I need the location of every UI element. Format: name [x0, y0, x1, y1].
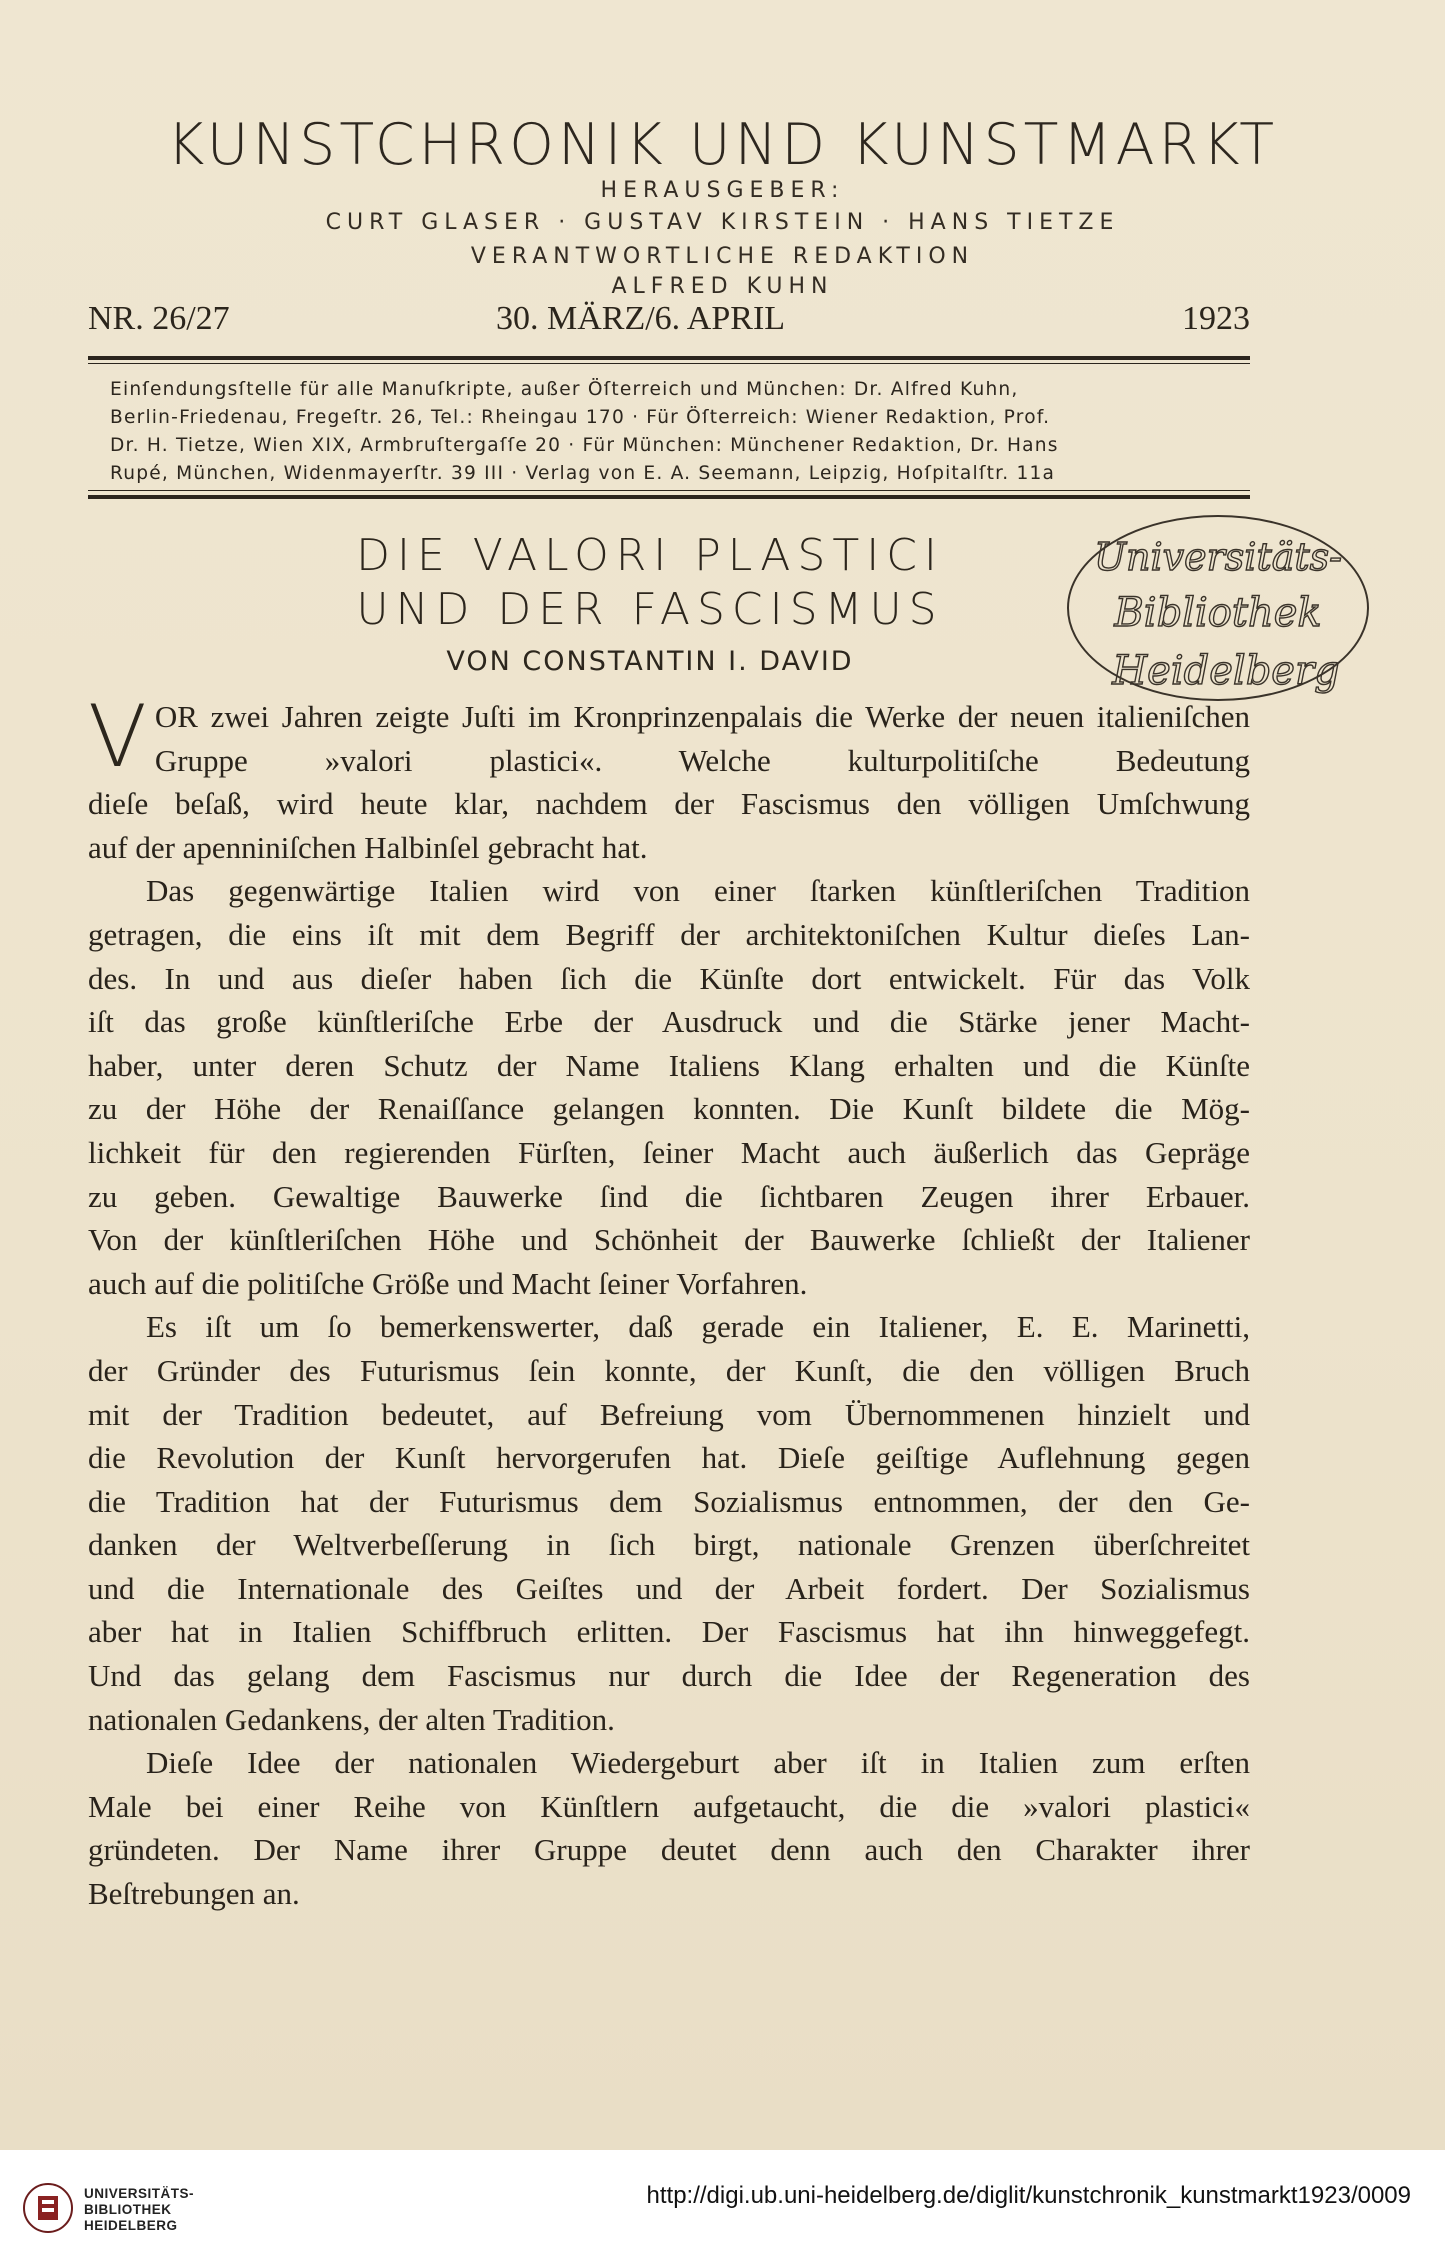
paragraph-line: danken der Weltverbeſſerung in ſich birgt, nationale Grenzen überſchreitet	[88, 1527, 1250, 1563]
address-line: Einſendungsſtelle für alle Manuſkripte, außer Öſterreich und München: Dr. Alfred Kuhn,	[110, 379, 1019, 400]
address-block	[110, 376, 1236, 488]
issue-number: NR. 26/27	[88, 300, 230, 337]
university-seal-icon[interactable]	[22, 2182, 74, 2234]
address-rule-thick	[88, 495, 1250, 499]
header-rule-thick	[88, 356, 1250, 360]
header-rule-thin	[88, 363, 1250, 364]
paragraph-line: zu der Höhe der Renaiſſance gelangen konnten. Die Kunſt bildete die Mög-	[88, 1091, 1250, 1127]
paragraph-line: iſt das große künſtleriſche Erbe der Ausdruck und die Stärke jener Macht-	[88, 1004, 1250, 1040]
paragraph: dieſe beſaß, wird heute klar, nachdem der Fascismus den völligen Umſchwung	[88, 786, 1250, 822]
address-line: Dr. H. Tietze, Wien XIX, Armbruſtergaſſe 20 · Für München: Münchener Redaktion, Dr. Hans	[110, 435, 1059, 456]
article-title-line2: UND DER FASCISMUS	[356, 584, 944, 635]
paragraph-line: gründeten. Der Name ihrer Gruppe deutet denn auch den Charakter ihrer	[88, 1832, 1250, 1868]
paragraph-line: Beſtrebungen an.	[88, 1876, 300, 1912]
address-line: Berlin-Friedenau, Fregeſtr. 26, Tel.: Rheingau 170 · Für Öſterreich: Wiener Redaktion, Prof.	[110, 407, 1051, 428]
paragraph-line: des. In und aus dieſer haben ſich die Künſte dort entwickelt. Für das Volk	[88, 960, 1250, 996]
issue-year: 1923	[1182, 300, 1250, 337]
paragraph-line: und die Internationale des Geiſtes und der Arbeit fordert. Der Sozialismus	[88, 1570, 1250, 1606]
paragraph-line: haber, unter deren Schutz der Name Italiens Klang erhalten und die Künſte	[88, 1047, 1250, 1083]
article-body	[88, 687, 1251, 1916]
paragraph-line: Dieſe Idee der nationalen Wiedergeburt aber iſt in Italien zum erſten	[146, 1745, 1250, 1781]
address-line: Rupé, München, Widenmayerſtr. 39 III · Verlag von E. A. Seemann, Leipzig, Hoſpitalſtr. 11a	[110, 463, 1056, 484]
library-stamp	[1058, 508, 1378, 718]
editor-label: VERANTWORTLICHE REDAKTION	[470, 244, 975, 269]
paragraph: auf der apenniniſchen Halbinſel gebracht hat.	[88, 829, 648, 865]
paragraph-line: die Revolution der Kunſt hervorgerufen hat. Dieſe geiſtige Auflehnung gegen	[88, 1440, 1250, 1476]
editor-name: ALFRED KUHN	[611, 274, 834, 299]
publisher-label: HERAUSGEBER:	[600, 178, 845, 203]
address-rule-thin	[88, 490, 1250, 491]
paragraph-line: Von der künſtleriſchen Höhe und Schönheit der Bauwerke ſchließt der Italiener	[88, 1222, 1250, 1258]
issue-row	[88, 300, 1250, 348]
paragraph-line: zu geben. Gewaltige Bauwerke ſind die ſichtbaren Zeugen ihrer Erbauer.	[88, 1178, 1250, 1214]
paragraph-line: mit der Tradition bedeutet, auf Befreiung vom Übernommenen hinzielt und	[88, 1396, 1250, 1432]
article-author: VON CONSTANTIN I. DAVID	[446, 646, 854, 677]
journal-title: KUNSTCHRONIK UND KUNSTMARKT	[166, 112, 1279, 178]
paragraph-line: aber hat in Italien Schiffbruch erlitten. Der Fascismus hat ihn hinweggefegt.	[88, 1614, 1250, 1650]
stamp-line3: Heidelberg	[1112, 648, 1340, 694]
paragraph-line: lichkeit für den regierenden Fürſten, ſeiner Macht auch äußerlich das Gepräge	[88, 1134, 1250, 1170]
stamp-line1: Universitäts-	[1094, 535, 1342, 579]
paragraph-line: Male bei einer Reihe von Künſtlern aufgetaucht, die die »valori plastici«	[88, 1788, 1250, 1824]
paragraph-line: Es iſt um ſo bemerkenswerter, daß gerade ein Italiener, E. E. Marinetti,	[146, 1309, 1250, 1345]
stamp-line2: Bibliothek	[1114, 590, 1322, 636]
paragraph-line: auch auf die politiſche Größe und Macht ſeiner Vorfahren.	[88, 1265, 808, 1301]
publishers: CURT GLASER · GUSTAV KIRSTEIN · HANS TIETZE	[325, 210, 1120, 235]
paragraph: OR zwei Jahren zeigte Juſti im Kronprinzenpalais die Werke der neuen italieniſchen Gruppe »valori plastici«. Welche kulturpolitiſche Bedeutung	[154, 699, 1251, 778]
paragraph-line: Und das gelang dem Fascismus nur durch die Idee der Regeneration des	[88, 1658, 1250, 1694]
paragraph-line: der Gründer des Futurismus ſein konnte, der Kunſt, die den völligen Bruch	[88, 1352, 1250, 1388]
library-logo-text[interactable]: UNIVERSITÄTS- BIBLIOTHEK HEIDELBERG	[84, 2186, 195, 2233]
paragraph-line: getragen, die eins iſt mit dem Begriff der architektoniſchen Kultur dieſes Lan-	[88, 916, 1250, 952]
permalink-link[interactable]: http://digi.ub.uni-heidelberg.de/diglit/kunstchronik_kunstmarkt1923/0009	[646, 2182, 1411, 2209]
viewer-footer	[0, 2150, 1445, 2266]
paragraph-line: die Tradition hat der Futurismus dem Sozialismus entnommen, der den Ge-	[88, 1483, 1250, 1519]
paragraph-line: Das gegenwärtige Italien wird von einer ſtarken künſtleriſchen Tradition	[146, 873, 1250, 909]
paragraph-line: nationalen Gedankens, der alten Tradition.	[88, 1701, 615, 1737]
article-title-line1: DIE VALORI PLASTICI	[356, 530, 944, 581]
issue-date: 30. MÄRZ/6. APRIL	[496, 300, 786, 337]
drop-cap: V	[88, 687, 147, 787]
